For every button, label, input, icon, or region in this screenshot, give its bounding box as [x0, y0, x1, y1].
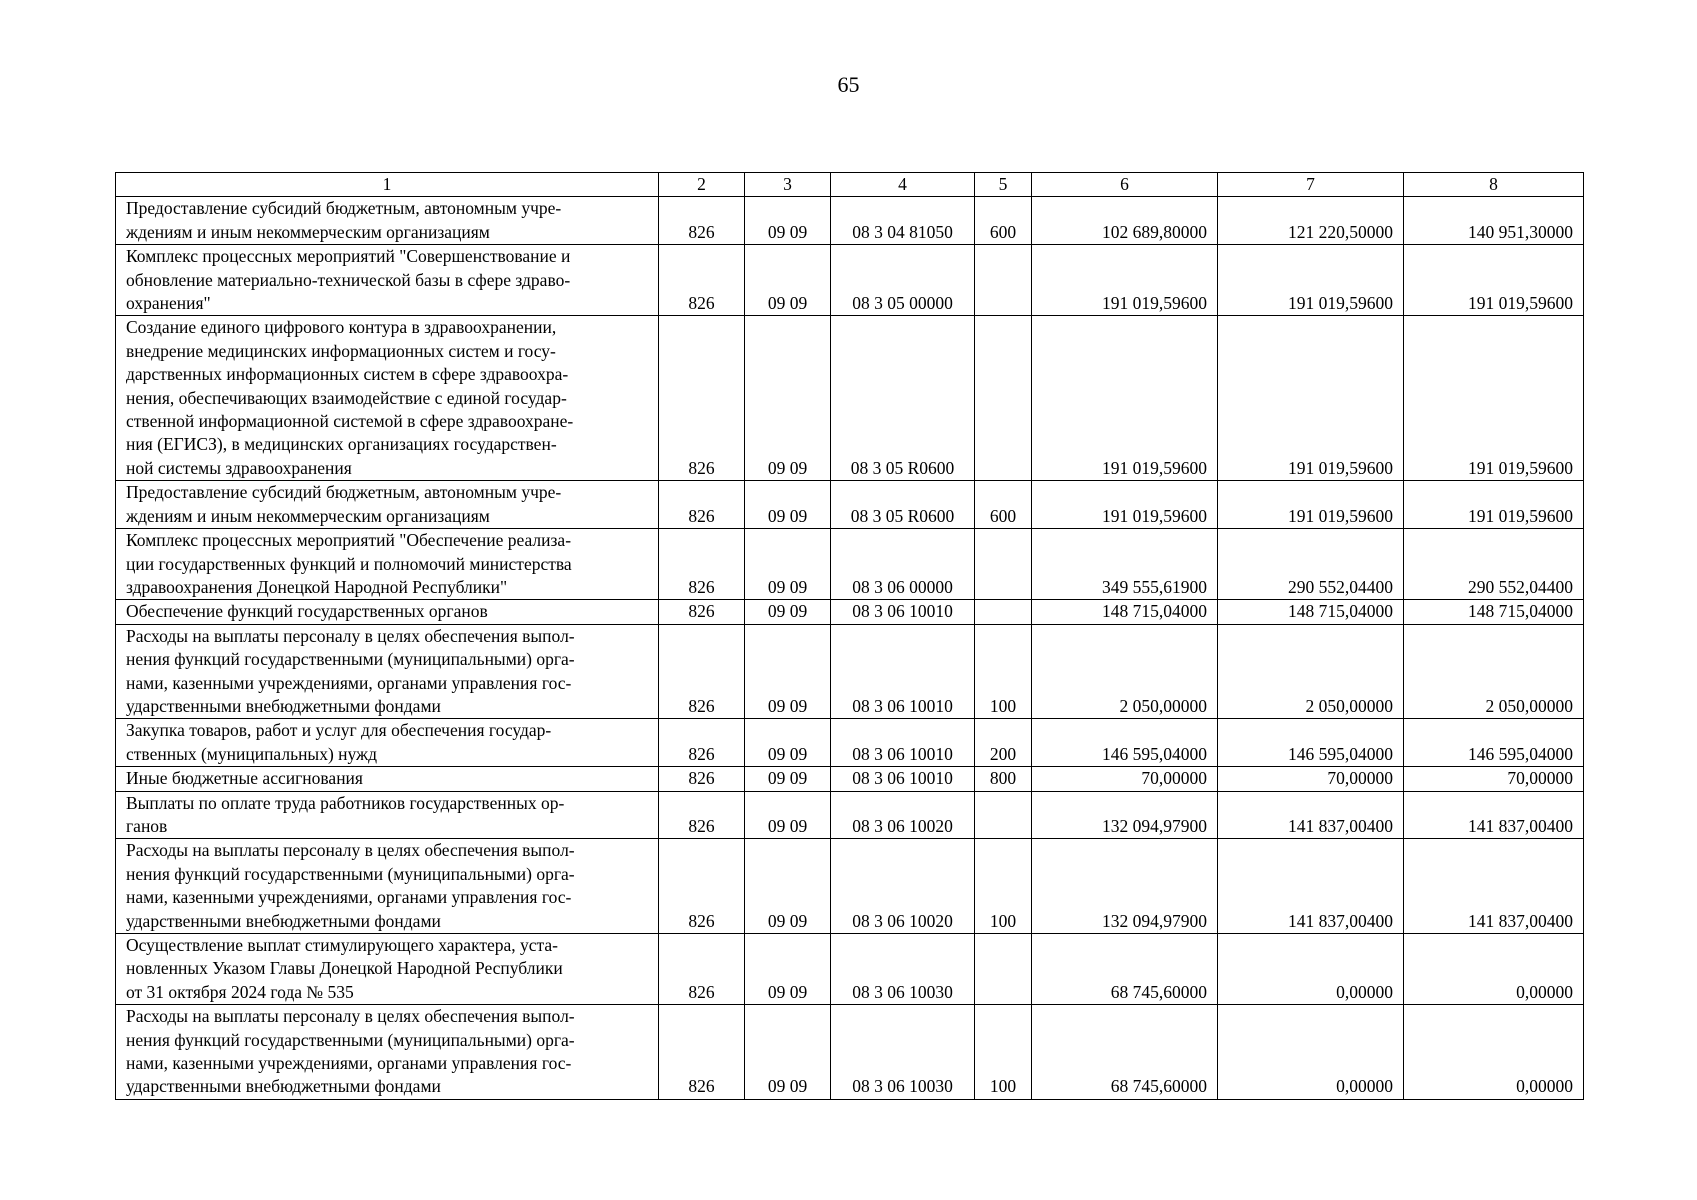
table-row [116, 316, 1584, 481]
amount-col7-cell: 191 019,59600 [1218, 481, 1404, 529]
amount-col8-cell: 191 019,59600 [1404, 481, 1584, 529]
expense-name-cell: Создание единого цифрового контура в здравоохранении, внедрение медицинских информационных систем и госу- дарственных информационных систем в сфере здравоохра- нения, обеспечивающих взаимодействие с единой государ- ственной информационной системой в сфере здравоохране- ния (ЕГИСЗ), в медицинских организациях государствен- ной системы здравоохранения [116, 316, 659, 481]
amount-col8-cell: 146 595,04000 [1404, 719, 1584, 767]
section-code-cell: 09 09 [745, 600, 831, 624]
expense-name-cell: Расходы на выплаты персоналу в целях обеспечения выпол- нения функций государственными (муниципальными) орга- нами, казенными учреждениями, органами управления гос- ударственными внебюджетными фондами [116, 1005, 659, 1100]
expense-type-cell [975, 934, 1032, 1005]
expense-name-cell: Закупка товаров, работ и услуг для обеспечения государ- ственных (муниципальных) нужд [116, 719, 659, 767]
column-header-7: 7 [1218, 173, 1404, 197]
expense-type-cell: 100 [975, 1005, 1032, 1100]
amount-col8-cell: 70,00000 [1404, 767, 1584, 791]
amount-col6-cell: 68 745,60000 [1032, 1005, 1218, 1100]
section-code-cell: 09 09 [745, 481, 831, 529]
amount-col7-cell: 146 595,04000 [1218, 719, 1404, 767]
table-row [116, 1005, 1584, 1100]
section-code-cell: 09 09 [745, 719, 831, 767]
table-row [116, 600, 1584, 624]
amount-col8-cell: 0,00000 [1404, 934, 1584, 1005]
department-code-cell: 826 [659, 624, 745, 719]
target-article-cell: 08 3 06 10030 [831, 1005, 975, 1100]
section-code-cell: 09 09 [745, 1005, 831, 1100]
table-row [116, 624, 1584, 719]
section-code-cell: 09 09 [745, 767, 831, 791]
expense-name-cell: Предоставление субсидий бюджетным, автономным учре- ждениям и иным некоммерческим организациям [116, 481, 659, 529]
expense-type-cell [975, 600, 1032, 624]
column-header-3: 3 [745, 173, 831, 197]
column-header-2: 2 [659, 173, 745, 197]
amount-col6-cell: 146 595,04000 [1032, 719, 1218, 767]
page-number: 65 [837, 72, 860, 97]
table-row [116, 839, 1584, 934]
department-code-cell: 826 [659, 316, 745, 481]
expense-name-cell: Расходы на выплаты персоналу в целях обеспечения выпол- нения функций государственными (муниципальными) орга- нами, казенными учреждениями, органами управления гос- ударственными внебюджетными фондами [116, 624, 659, 719]
department-code-cell: 826 [659, 791, 745, 839]
amount-col6-cell: 70,00000 [1032, 767, 1218, 791]
expense-name-cell: Комплекс процессных мероприятий "Обеспечение реализа- ции государственных функций и полномочий министерства здравоохранения Донецкой Народной Республики" [116, 529, 659, 600]
department-code-cell: 826 [659, 197, 745, 245]
expense-type-cell: 100 [975, 839, 1032, 934]
amount-col8-cell: 191 019,59600 [1404, 245, 1584, 316]
expense-type-cell: 800 [975, 767, 1032, 791]
column-header-8: 8 [1404, 173, 1584, 197]
column-header-4: 4 [831, 173, 975, 197]
target-article-cell: 08 3 06 10010 [831, 624, 975, 719]
amount-col6-cell: 102 689,80000 [1032, 197, 1218, 245]
amount-col7-cell: 141 837,00400 [1218, 839, 1404, 934]
target-article-cell: 08 3 04 81050 [831, 197, 975, 245]
section-code-cell: 09 09 [745, 529, 831, 600]
expense-type-cell: 100 [975, 624, 1032, 719]
table-row [116, 767, 1584, 791]
section-code-cell: 09 09 [745, 316, 831, 481]
amount-col7-cell: 70,00000 [1218, 767, 1404, 791]
amount-col7-cell: 191 019,59600 [1218, 316, 1404, 481]
amount-col8-cell: 148 715,04000 [1404, 600, 1584, 624]
expense-type-cell [975, 529, 1032, 600]
expense-name-cell: Выплаты по оплате труда работников государственных ор- ганов [116, 791, 659, 839]
department-code-cell: 826 [659, 600, 745, 624]
amount-col6-cell: 191 019,59600 [1032, 316, 1218, 481]
department-code-cell: 826 [659, 481, 745, 529]
table-row [116, 791, 1584, 839]
target-article-cell: 08 3 06 10010 [831, 600, 975, 624]
amount-col8-cell: 290 552,04400 [1404, 529, 1584, 600]
section-code-cell: 09 09 [745, 624, 831, 719]
department-code-cell: 826 [659, 719, 745, 767]
target-article-cell: 08 3 06 10010 [831, 767, 975, 791]
department-code-cell: 826 [659, 245, 745, 316]
target-article-cell: 08 3 05 R0600 [831, 481, 975, 529]
target-article-cell: 08 3 06 10020 [831, 791, 975, 839]
amount-col7-cell: 290 552,04400 [1218, 529, 1404, 600]
amount-col6-cell: 68 745,60000 [1032, 934, 1218, 1005]
amount-col8-cell: 2 050,00000 [1404, 624, 1584, 719]
amount-col6-cell: 132 094,97900 [1032, 839, 1218, 934]
amount-col7-cell: 148 715,04000 [1218, 600, 1404, 624]
target-article-cell: 08 3 06 10030 [831, 934, 975, 1005]
table-row [116, 245, 1584, 316]
amount-col7-cell: 2 050,00000 [1218, 624, 1404, 719]
amount-col8-cell: 141 837,00400 [1404, 791, 1584, 839]
target-article-cell: 08 3 06 10020 [831, 839, 975, 934]
table-body [116, 173, 1584, 1100]
amount-col7-cell: 0,00000 [1218, 1005, 1404, 1100]
target-article-cell: 08 3 06 10010 [831, 719, 975, 767]
amount-col8-cell: 141 837,00400 [1404, 839, 1584, 934]
section-code-cell: 09 09 [745, 839, 831, 934]
amount-col6-cell: 191 019,59600 [1032, 481, 1218, 529]
expense-type-cell: 200 [975, 719, 1032, 767]
amount-col6-cell: 148 715,04000 [1032, 600, 1218, 624]
column-header-6: 6 [1032, 173, 1218, 197]
department-code-cell: 826 [659, 934, 745, 1005]
section-code-cell: 09 09 [745, 934, 831, 1005]
department-code-cell: 826 [659, 767, 745, 791]
table-row [116, 529, 1584, 600]
table-row [116, 197, 1584, 245]
amount-col7-cell: 0,00000 [1218, 934, 1404, 1005]
column-header-5: 5 [975, 173, 1032, 197]
amount-col7-cell: 141 837,00400 [1218, 791, 1404, 839]
amount-col6-cell: 132 094,97900 [1032, 791, 1218, 839]
amount-col6-cell: 349 555,61900 [1032, 529, 1218, 600]
department-code-cell: 826 [659, 1005, 745, 1100]
expense-name-cell: Осуществление выплат стимулирующего характера, уста- новленных Указом Главы Донецкой Народной Республики от 31 октября 2024 года № 535 [116, 934, 659, 1005]
table-header-row [116, 173, 1584, 197]
expense-type-cell: 600 [975, 197, 1032, 245]
target-article-cell: 08 3 05 00000 [831, 245, 975, 316]
expense-name-cell: Комплекс процессных мероприятий "Совершенствование и обновление материально-технической базы в сфере здраво- охранения" [116, 245, 659, 316]
table-row [116, 481, 1584, 529]
amount-col8-cell: 140 951,30000 [1404, 197, 1584, 245]
column-header-1: 1 [116, 173, 659, 197]
expense-name-cell: Расходы на выплаты персоналу в целях обеспечения выпол- нения функций государственными (муниципальными) орга- нами, казенными учреждениями, органами управления гос- ударственными внебюджетными фондами [116, 839, 659, 934]
amount-col8-cell: 191 019,59600 [1404, 316, 1584, 481]
amount-col6-cell: 191 019,59600 [1032, 245, 1218, 316]
amount-col8-cell: 0,00000 [1404, 1005, 1584, 1100]
table-row [116, 719, 1584, 767]
target-article-cell: 08 3 06 00000 [831, 529, 975, 600]
expense-type-cell [975, 791, 1032, 839]
target-article-cell: 08 3 05 R0600 [831, 316, 975, 481]
section-code-cell: 09 09 [745, 197, 831, 245]
table-row [116, 934, 1584, 1005]
expense-type-cell [975, 245, 1032, 316]
expense-type-cell: 600 [975, 481, 1032, 529]
section-code-cell: 09 09 [745, 245, 831, 316]
section-code-cell: 09 09 [745, 791, 831, 839]
department-code-cell: 826 [659, 529, 745, 600]
amount-col6-cell: 2 050,00000 [1032, 624, 1218, 719]
expense-name-cell: Предоставление субсидий бюджетным, автономным учре- ждениям и иным некоммерческим организациям [116, 197, 659, 245]
expense-type-cell [975, 316, 1032, 481]
department-code-cell: 826 [659, 839, 745, 934]
amount-col7-cell: 191 019,59600 [1218, 245, 1404, 316]
amount-col7-cell: 121 220,50000 [1218, 197, 1404, 245]
expense-name-cell: Обеспечение функций государственных органов [116, 600, 659, 624]
expense-name-cell: Иные бюджетные ассигнования [116, 767, 659, 791]
budget-table [115, 172, 1584, 1100]
